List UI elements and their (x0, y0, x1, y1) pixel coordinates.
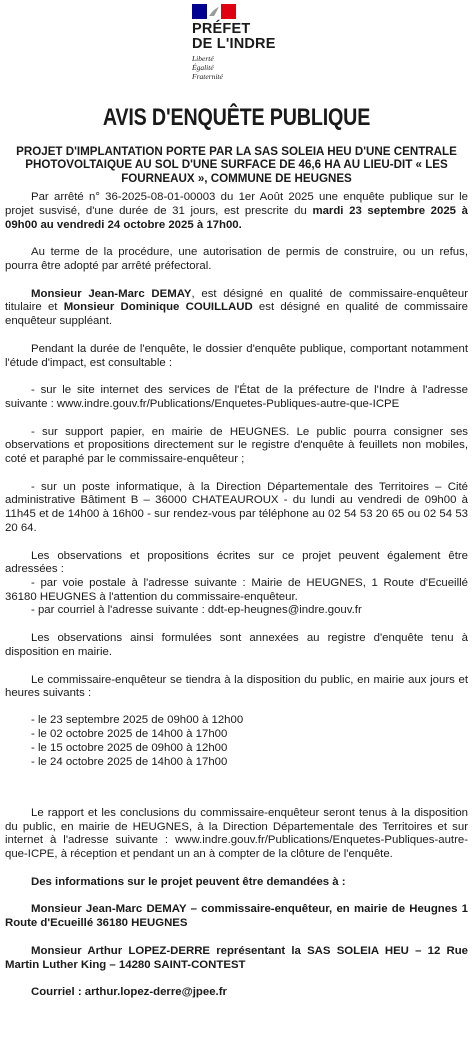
motto (192, 54, 282, 81)
paragraph-registre: Les observations ainsi formulées sont annexées au registre d'enquête tenu à disposition en mairie. (5, 632, 468, 658)
paragraph-voie-postale: - par voie postale à l'adresse suivante : Mairie de HEUGNES, 1 Route d'Ecueillé 36180 HEUGNES à l'attention du commissaire-enquêteur. (5, 576, 468, 603)
paragraph-contact-commissaire: Monsieur Jean-Marc DEMAY – commissaire-enquêteur, en mairie de Heugnes 1 Route d'Ecueillé 36180 HEUGNES (5, 903, 468, 930)
list-item: - le 23 septembre 2025 de 09h00 à 12h00 (31, 713, 244, 726)
paragraph-observations: Les observations et propositions écrites sur ce projet peuvent également être adressées : (5, 549, 468, 576)
paragraph-rapport: Le rapport et les conclusions du commissaire-enquêteur seront tenus à la disposition du public, en mairie de HEUGNES, à la Direction Départementale des Territoires et sur internet à l'adresse suivante : www.indre.gouv.fr/Publications/Enquetes-Publiques-autre-que-ICPE, à réception et pendant un an à compter de la clôture de l'enquête. (5, 806, 468, 861)
list-item: - le 15 octobre 2025 de 09h00 à 12h00 (31, 741, 228, 754)
paragraph-permanences-intro: Le commissaire-enquêteur se tiendra à la disposition du public, en mairie aux jours et heures suivants : (5, 673, 468, 700)
motto-liberte: Liberté (192, 54, 214, 63)
paragraph-courriel: - par courriel à l'adresse suivante : ddt-ep-heugnes@indre.gouv.fr (31, 604, 362, 617)
motto-egalite: Égalité (192, 63, 214, 72)
paragraph-procedure: Au terme de la procédure, une autorisation de permis de construire, ou un refus, pourra être adopté par arrêté préfectoral. (5, 246, 468, 273)
list-item: - le 02 octobre 2025 de 14h00 à 17h00 (31, 727, 228, 740)
paragraph-contact-email: Courriel : arthur.lopez-derre@jpee.fr (31, 986, 227, 999)
paragraph-arrete: Par arrêté n° 36-2025-08-01-00003 du 1er Août 2025 une enquête publique sur le projet susvisé, d'une durée de 31 jours, est prescrite du mardi 23 septembre 2025 à 09h00 au vendredi 24 octobre 2025 à 17h00. (5, 191, 468, 231)
org-name-line1: PRÉFET (192, 21, 251, 37)
motto-fraternite: Fraternité (192, 72, 223, 81)
prefecture-logo (192, 4, 282, 81)
paragraph-consultation: Pendant la durée de l'enquête, le dossier d'enquête publique, comportant notamment l'étude d'impact, est consultable : (5, 342, 468, 369)
notice-body (5, 145, 468, 1014)
paragraph-contact-soleia: Monsieur Arthur LOPEZ-DERRE représentant la SAS SOLEIA HEU – 12 Rue Martin Luther King – 14280 SAINT-CONTEST (5, 944, 468, 971)
org-name-line2: DE L'INDRE (192, 36, 276, 52)
notice-subject: PROJET D'IMPLANTATION PORTE PAR LA SAS SOLEIA HEU D'UNE CENTRALE PHOTOVOLTAIQUE AU SOL D'UNE SURFACE DE 46,6 HA AU LIEU-DIT « LES FOURNEAUX », COMMUNE DE HEUGNES (16, 145, 457, 185)
permanences-list (31, 713, 468, 769)
paragraph-commissaire: Monsieur Jean-Marc DEMAY, est désigné en qualité de commissaire-enquêteur titulaire et Monsieur Dominique COUILLAUD est désigné en qualité de commissaire enquêteur suppléant. (5, 287, 468, 328)
page-title: AVIS D'ENQUÊTE PUBLIQUE (102, 104, 371, 131)
paragraph-informations: Des informations sur le projet peuvent être demandées à : (31, 875, 346, 888)
list-item: - le 24 octobre 2025 de 14h00 à 17h00 (31, 755, 228, 768)
marianne-flag-icon (192, 4, 236, 19)
paragraph-poste-informatique: - sur un poste informatique, à la Direction Départementale des Territoires – Cité administrative Bâtiment B – 36000 CHATEAUROUX - du lundi au vendredi de 09h00 à 11h45 et de 14h00 à 16h00 - sur rendez-vous par téléphone au 02 54 53 20 65 ou 02 54 53 20 64. (5, 480, 468, 534)
paragraph-support-papier: - sur support papier, en mairie de HEUGNES. Le public pourra consigner ses observations et propositions directement sur le registre d'enquête à feuillets non mobiles, coté et paraphé par le commissaire-enquêteur ; (5, 425, 468, 466)
paragraph-site-internet: - sur le site internet des services de l'État de la préfecture de l'Indre à l'adresse suivante : www.indre.gouv.fr/Publications/Enquetes-Publiques-autre-que-ICPE (5, 384, 468, 410)
